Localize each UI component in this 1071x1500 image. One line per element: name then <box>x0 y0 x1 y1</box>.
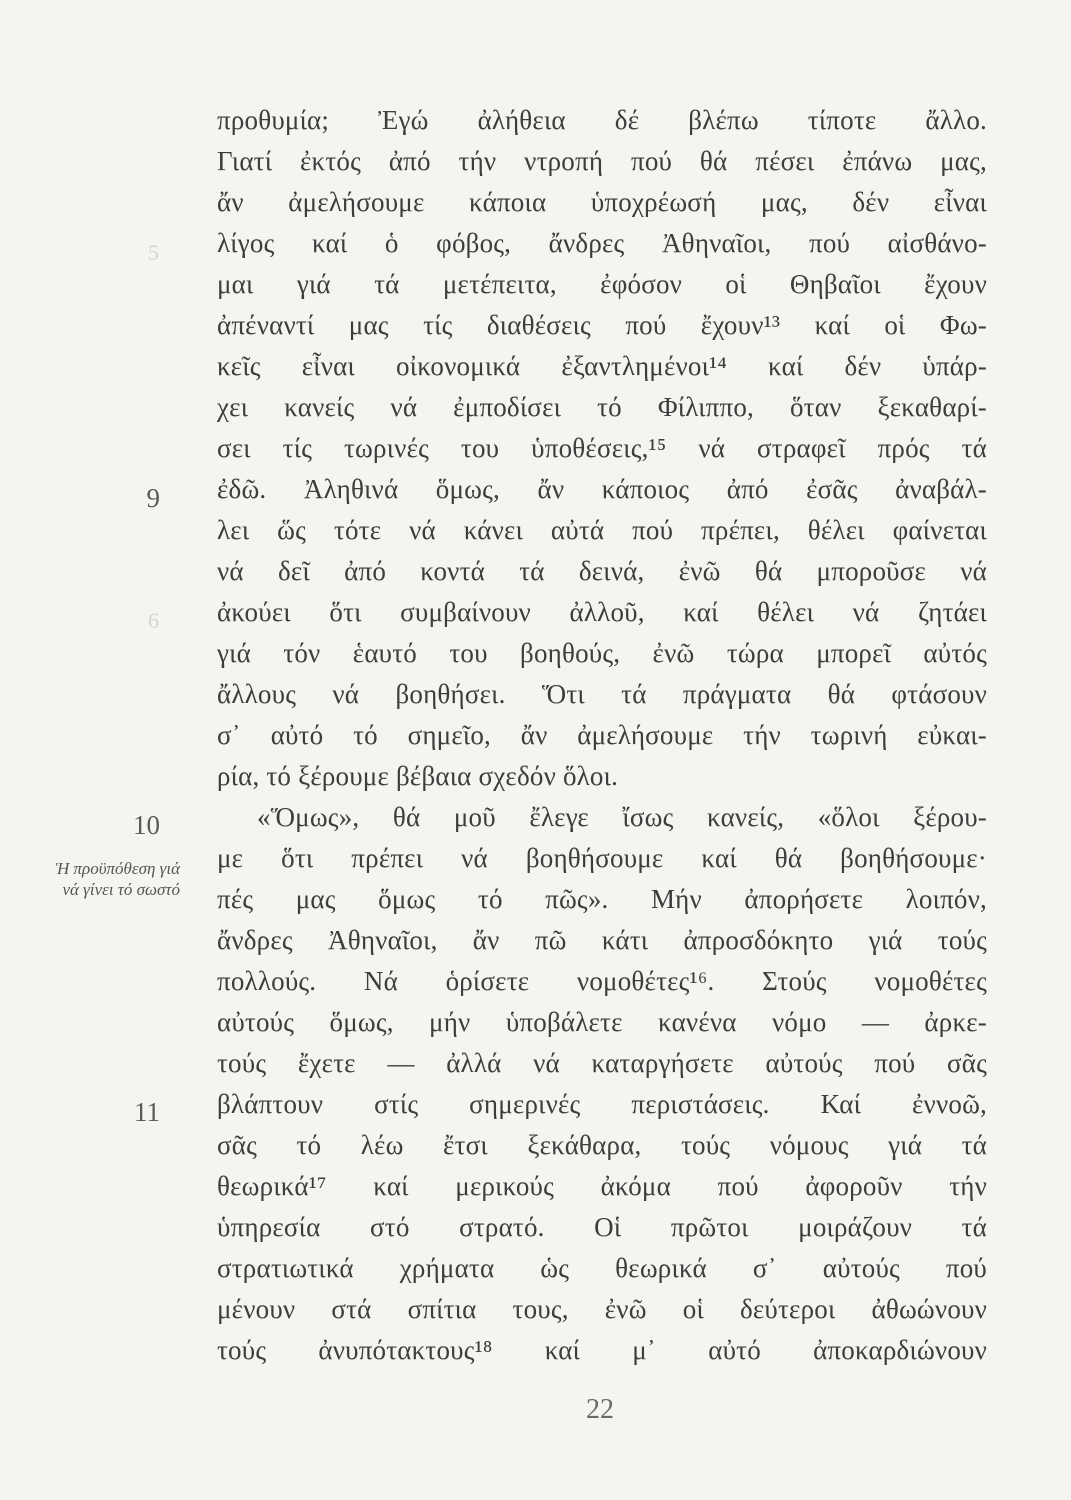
text-line: Γιατί ἐκτός ἀπό τήν ντροπή πού θά πέσει ἐπάνω μας, <box>217 146 987 176</box>
text-line: ἄνδρες Ἀθηναῖοι, ἄν πῶ κάτι ἀπροσδόκητο γιά τούς <box>217 925 987 955</box>
text-line: τούς ἔχετε — ἀλλά νά καταργήσετε αὐτούς πού σᾶς <box>217 1048 987 1078</box>
text-line: πές μας ὅμως τό πῶς». Μήν ἀπορήσετε λοιπόν, <box>217 884 987 914</box>
text-line: λει ὥς τότε νά κάνει αὐτά πού πρέπει, θέλει φαίνεται <box>217 515 987 545</box>
text-line: τούς ἀνυπότακτους¹⁸ καί μ᾽ αὐτό ἀποκαρδιώνουν <box>217 1335 987 1365</box>
section-number-10: 10 <box>133 810 160 840</box>
text-line: αὐτούς ὅμως, μήν ὑποβάλετε κανένα νόμο — ἀρκε- <box>217 1007 987 1037</box>
text-line: ἀκούει ὅτι συμβαίνουν ἀλλοῦ, καί θέλει νά ζητάει <box>217 597 987 627</box>
page-number: 22 <box>586 1394 614 1425</box>
section-number-11: 11 <box>134 1097 160 1127</box>
text-line: θεωρικά¹⁷ καί μερικούς ἀκόμα πού ἀφοροῦν τήν <box>217 1171 987 1201</box>
text-line: βλάπτουν στίς σημερινές περιστάσεις. Καί ἐννοῶ, <box>217 1089 987 1119</box>
text-line: ἄλλους νά βοηθήσει. Ὅτι τά πράγματα θά φτάσουν <box>217 679 987 709</box>
text-line: σει τίς τωρινές του ὑποθέσεις,¹⁵ νά στραφεῖ πρός τά <box>217 433 987 463</box>
text-line: μένουν στά σπίτια τους, ἐνῶ οἱ δεύτεροι ἀθωώνουν <box>217 1294 987 1324</box>
text-line: προθυμία; Ἐγώ ἀλήθεια δέ βλέπω τίποτε ἄλλο. <box>217 105 987 135</box>
bleed-through-mark: 6 <box>148 608 159 633</box>
text-line: σ᾽ αὐτό τό σημεῖο, ἄν ἀμελήσουμε τήν τωρινή εὐκαι- <box>217 720 987 750</box>
text-line: στρατιωτικά χρήματα ὡς θεωρικά σ᾽ αὐτούς πού <box>217 1253 987 1283</box>
section-number-9: 9 <box>146 483 160 513</box>
bleed-through-mark: 5 <box>148 240 159 265</box>
text-line: ρία, τό ξέρουμε βέβαια σχεδόν ὅλοι. <box>217 761 619 791</box>
text-line: νά δεῖ ἀπό κοντά τά δεινά, ἐνῶ θά μποροῦσε νά <box>217 556 987 586</box>
text-line: ἄν ἀμελήσουμε κάποια ὑποχρέωσή μας, δέν εἶναι <box>217 187 987 217</box>
text-line: ἐδῶ. Ἀληθινά ὅμως, ἄν κάποιος ἀπό ἐσᾶς ἀναβάλ- <box>217 474 987 504</box>
text-line: σᾶς τό λέω ἔτσι ξεκάθαρα, τούς νόμους γιά τά <box>217 1130 987 1160</box>
text-line: «Ὅμως», θά μοῦ ἔλεγε ἴσως κανείς, «ὅλοι ξέρου- <box>257 802 987 832</box>
text-line: ὑπηρεσία στό στρατό. Οἱ πρῶτοι μοιράζουν τά <box>217 1212 987 1242</box>
text-line: γιά τόν ἑαυτό του βοηθούς, ἐνῶ τώρα μπορεῖ αὐτός <box>217 638 987 668</box>
margin-note: Ἡ προϋπόθεση γιά νά γίνει τό σωστό <box>55 859 180 899</box>
text-line: μαι γιά τά μετέπειτα, ἐφόσον οἱ Θηβαῖοι ἔχουν <box>217 269 987 299</box>
text-line: λίγος καί ὁ φόβος, ἄνδρες Ἀθηναῖοι, πού αἰσθάνο- <box>217 228 987 258</box>
text-line: με ὅτι πρέπει νά βοηθήσουμε καί θά βοηθήσουμε· <box>217 843 987 873</box>
body-text <box>217 100 987 1371</box>
text-line: ἀπέναντί μας τίς διαθέσεις πού ἔχουν¹³ καί οἱ Φω- <box>217 310 987 340</box>
text-line: κεῖς εἶναι οἰκονομικά ἐξαντλημένοι¹⁴ καί δέν ὑπάρ- <box>217 351 987 381</box>
text-line: χει κανείς νά ἐμποδίσει τό Φίλιππο, ὅταν ξεκαθαρί- <box>217 392 987 422</box>
text-line: πολλούς. Νά ὁρίσετε νομοθέτες¹⁶. Στούς νομοθέτες <box>217 966 987 996</box>
